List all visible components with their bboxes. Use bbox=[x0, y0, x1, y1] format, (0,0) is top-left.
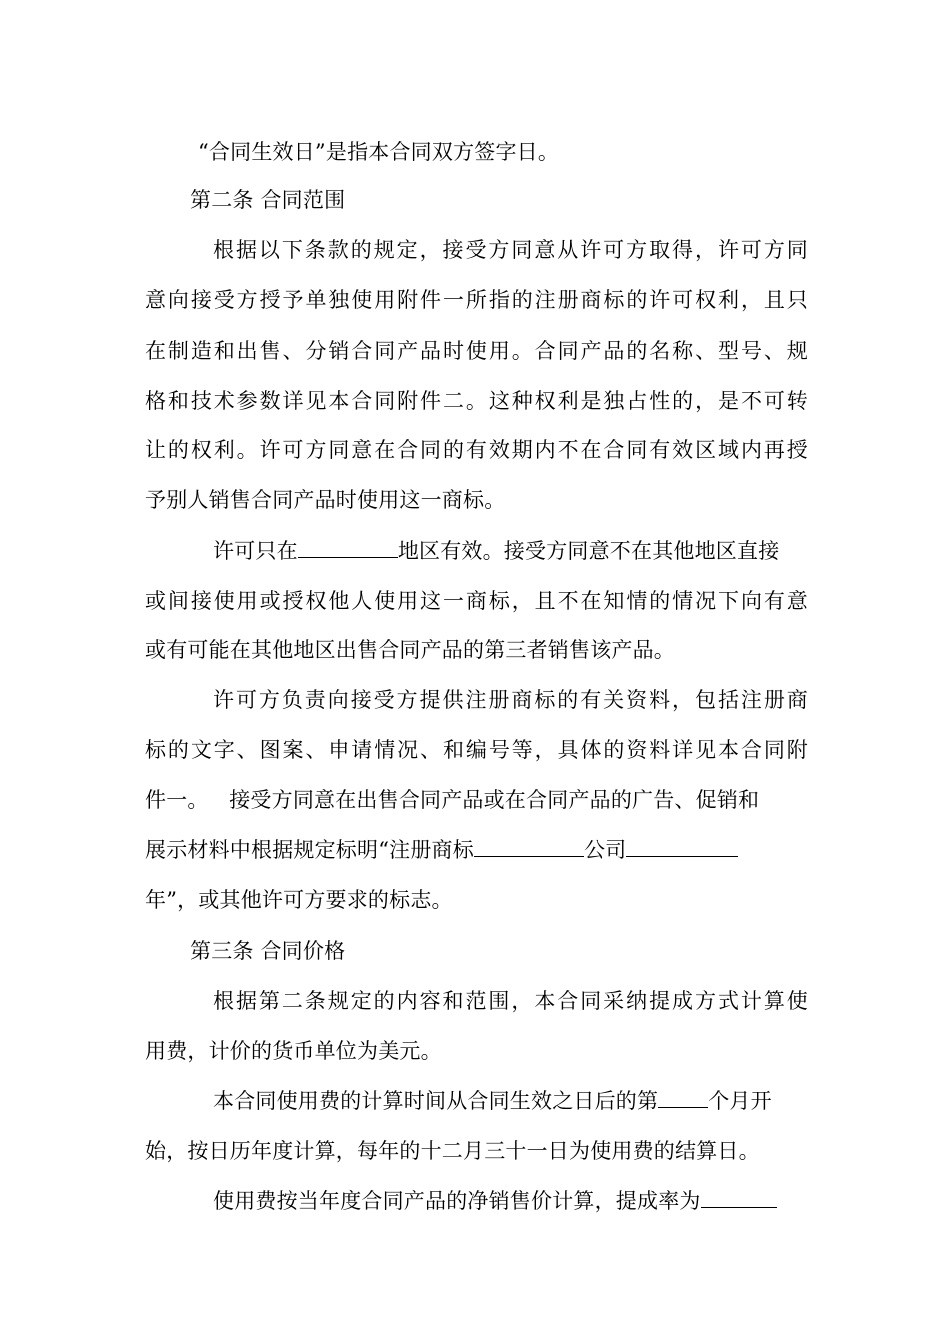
paragraph-line: 标的文字、图案、申请情况、和编号等，具体的资料详见本合同附 bbox=[145, 738, 808, 762]
paragraph-line: 许可方负责向接受方提供注册商标的有关资料，包括注册商 bbox=[213, 688, 808, 712]
paragraph-line: 在制造和出售、分销合同产品时使用。合同产品的名称、型号、规 bbox=[145, 339, 808, 363]
paragraph-text: 地区有效。接受方同意不在其他地区直接 bbox=[397, 539, 780, 563]
paragraph-line: 让的权利。许可方同意在合同的有效期内不在合同有效区域内再授 bbox=[145, 438, 808, 462]
paragraph-line bbox=[213, 537, 779, 565]
paragraph-text: 个月开 bbox=[708, 1089, 772, 1113]
paragraph-line: 根据以下条款的规定，接受方同意从许可方取得，许可方同 bbox=[213, 238, 808, 262]
paragraph-text: 许可只在 bbox=[213, 539, 298, 563]
region-blank bbox=[298, 539, 398, 558]
paragraph-line: 意向接受方授予单独使用附件一所指的注册商标的许可权利，且只 bbox=[145, 288, 808, 312]
paragraph-text: 展示材料中根据规定标明“注册商标 bbox=[145, 838, 474, 862]
definition-effective-date: “合同生效日”是指本合同双方签字日。 bbox=[198, 140, 560, 164]
paragraph-line: 格和技术参数详见本合同附件二。这种权利是独占性的，是不可转 bbox=[145, 389, 808, 413]
paragraph-line: 件一。 接受方同意在出售合同产品或在合同产品的广告、促销和 bbox=[145, 788, 760, 812]
paragraph-line: 予别人销售合同产品时使用这一商标。 bbox=[145, 488, 506, 512]
paragraph-line: 用费，计价的货币单位为美元。 bbox=[145, 1039, 442, 1063]
paragraph-line bbox=[145, 836, 738, 864]
rate-blank bbox=[701, 1189, 777, 1208]
paragraph-line: 始，按日历年度计算，每年的十二月三十一日为使用费的结算日。 bbox=[145, 1139, 760, 1163]
paragraph-line: 或间接使用或授权他人使用这一商标，且不在知情的情况下向有意 bbox=[145, 589, 808, 613]
paragraph-line: 年”，或其他许可方要求的标志。 bbox=[145, 888, 453, 912]
paragraph-text: 使用费按当年度合同产品的净销售价计算，提成率为 bbox=[213, 1189, 701, 1213]
paragraph-line bbox=[213, 1187, 777, 1215]
paragraph-line: 或有可能在其他地区出售合同产品的第三者销售该产品。 bbox=[145, 638, 675, 662]
paragraph-text: 公司 bbox=[583, 838, 627, 862]
company-blank bbox=[626, 838, 738, 857]
paragraph-line bbox=[213, 1087, 772, 1115]
paragraph-text: 本合同使用费的计算时间从合同生效之日后的第 bbox=[213, 1089, 659, 1113]
article-3-heading: 第三条 合同价格 bbox=[190, 939, 346, 963]
month-blank bbox=[658, 1089, 708, 1108]
trademark-blank bbox=[474, 838, 584, 857]
article-2-heading: 第二条 合同范围 bbox=[190, 188, 346, 212]
paragraph-line: 根据第二条规定的内容和范围，本合同采纳提成方式计算使 bbox=[213, 989, 808, 1013]
